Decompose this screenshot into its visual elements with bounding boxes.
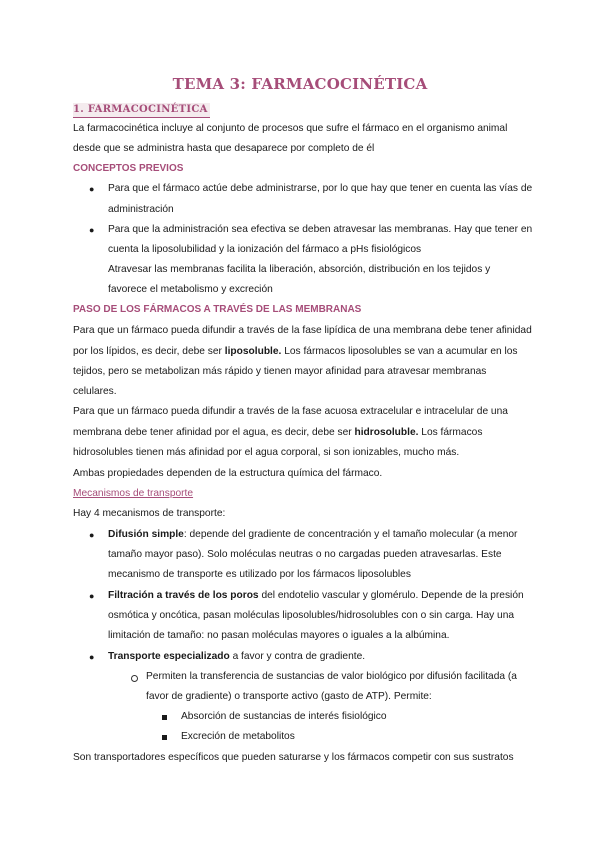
mecanismo-1-line-3: mecanismo de transporte es utilizado por los fármacos liposolubles [108, 569, 411, 580]
mecanismos-intro: Hay 4 mecanismos de transporte: [73, 508, 226, 519]
concepto-2-line-4: favorece el metabolismo y excreción [108, 284, 273, 295]
bullet-dot: ● [89, 184, 95, 194]
paso-p2-line-1: Para que un fármaco pueda difundir a través de la fase acuosa extracelular e intracelular de una [73, 406, 508, 417]
sub-line-2: favor de gradiente) o transporte activo (gasto de ATP). Permite: [146, 691, 432, 702]
concepto-1-line-2: administración [108, 204, 174, 215]
sub-line-1: Permiten la transferencia de sustancias de valor biológico por difusión facilitada (a [146, 671, 517, 682]
square-bullet-icon [162, 715, 167, 720]
mecanismo-1-line-1: Difusión simple: depende del gradiente de concentración y el tamaño molecular (a menor [108, 529, 518, 540]
intro-line-1: La farmacocinética incluye al conjunto de procesos que sufre el fármaco en el organismo animal [73, 123, 508, 134]
mecanismos-heading: Mecanismos de transporte [73, 488, 194, 499]
paso-p3: Ambas propiedades dependen de la estructura química del fármaco. [73, 468, 383, 479]
bullet-dot: ● [89, 225, 95, 235]
concepto-2-line-2: cuenta la liposolubilidad y la ionización del fármaco a pHs fisiológicos [108, 244, 422, 255]
conceptos-heading: CONCEPTOS PREVIOS [73, 163, 184, 174]
square-bullet-icon [162, 735, 167, 740]
concepto-2-line-3: Atravesar las membranas facilita la liberación, absorción, distribución en los tejidos y [108, 264, 491, 275]
paso-p2-line-3: hidrosolubles tienen más afinidad por el agua corporal, si son ionizables, mucho más. [73, 447, 460, 458]
paso-p2-line-2: membrana debe tener afinidad por el agua, es decir, debe ser hidrosoluble. Los fármacos [73, 427, 483, 438]
paso-p1-line-3: tejidos, pero se metabolizan más rápido y tienen mayor afinidad para atravesar membranas [73, 366, 487, 377]
mecanismo-1-line-2: tamaño mayor paso). Solo moléculas neutras o no cargadas pueden atravesarlas. Este [108, 549, 502, 560]
page-title: TEMA 3: FARMACOCINÉTICA [172, 75, 428, 93]
mecanismo-2-line-3: limitación de tamaño: no pasan moléculas mayores o iguales a la albúmina. [108, 630, 450, 641]
section-heading: 1. FARMACOCINÉTICA [73, 103, 210, 118]
concepto-2-line-1: Para que la administración sea efectiva se deben atravesar las membranas. Hay que tener en [108, 224, 533, 235]
paso-p1-line-4: celulares. [73, 386, 117, 397]
bullet-dot: ● [89, 652, 95, 662]
bullet-dot: ● [89, 591, 95, 601]
mecanismo-3-line-1: Transporte especializado a favor y contra de gradiente. [108, 651, 366, 662]
paso-p1-line-1: Para que un fármaco pueda difundir a través de la fase lipídica de una membrana debe tener afinidad [73, 325, 532, 336]
bullet-dot: ● [89, 530, 95, 540]
mecanismo-2-line-1: Filtración a través de los poros del endotelio vascular y glomérulo. Depende de la presión [108, 590, 524, 601]
paso-p1-line-2: por los lípidos, es decir, debe ser liposoluble. Los fármacos liposolubles se van a acumular en los [73, 346, 518, 357]
circle-bullet-icon [131, 675, 138, 682]
last-line: Son transportadores específicos que pueden saturarse y los fármacos competir con sus sustratos [73, 752, 514, 763]
sub-sub-item-2: Excreción de metabolitos [181, 731, 295, 742]
intro-line-2: desde que se administra hasta que desaparece por completo de él [73, 143, 375, 154]
sub-sub-item-1: Absorción de sustancias de interés fisiológico [181, 711, 387, 722]
concepto-1-line-1: Para que el fármaco actúe debe administrarse, por lo que hay que tener en cuenta las vías de [108, 183, 533, 194]
paso-heading: PASO DE LOS FÁRMACOS A TRAVÉS DE LAS MEMBRANAS [73, 304, 362, 315]
mecanismo-2-line-2: osmótica y oncótica, pasan moléculas liposolubles/hidrosolubles con o sin carga. Hay una [108, 610, 515, 621]
